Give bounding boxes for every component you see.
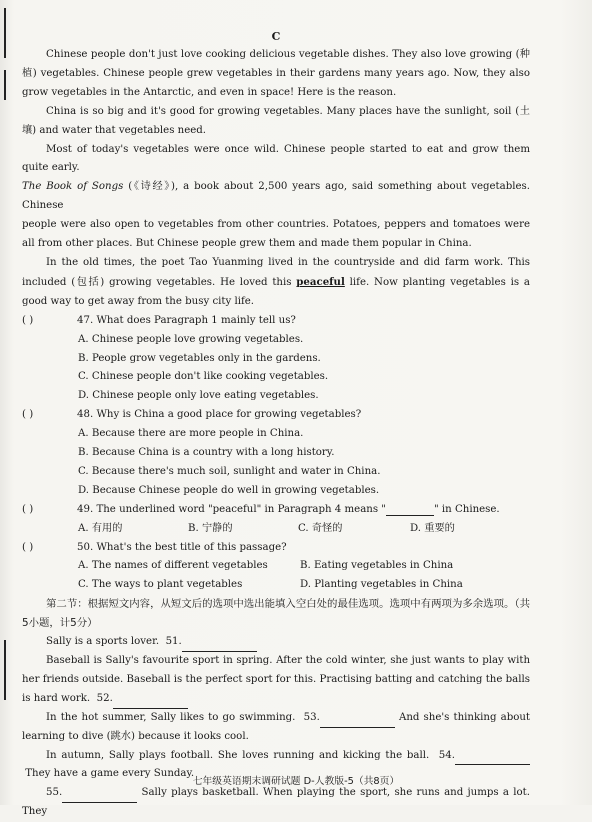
answer-blank-51[interactable]: [182, 637, 257, 652]
options-row: [22, 557, 530, 576]
section-2-heading: 第二节：根据短文内容，从短文后的选项中选出能填入空白处的最佳选项。选项中有两项为多余选项。（共5小题，计5分）: [22, 598, 530, 630]
option: B. Because China is a country with a long history.: [78, 447, 335, 459]
page-footer: 七年级英语期末调研试题 D-人教版-5（共8页）: [192, 776, 400, 787]
answer-blank-54[interactable]: [455, 750, 530, 765]
option: C. Chinese people don't like cooking vegetables.: [78, 371, 329, 383]
options-row: [22, 520, 530, 539]
option: B. Eating vegetables in China: [300, 560, 454, 572]
option: D. Because Chinese people do well in growing vegetables.: [78, 484, 380, 496]
section-title: C: [271, 30, 281, 43]
cloze-paragraph-5: 55. Sally plays basketball. When playing the sport, she runs and jumps a lot. They: [22, 787, 531, 818]
cloze-paragraph-3: In the hot summer, Sally likes to go swimming. 53. And she's thinking about learning to dive (跳水) because it looks cool.: [22, 711, 530, 742]
question-47: ( ) 47. What does Paragraph 1 mainly tell us?: [22, 312, 530, 331]
cloze-paragraph-4: In autumn, Sally plays football. She loves running and kicking the ball. 54. They have a game every Sunday.: [22, 747, 530, 785]
passage-paragraph-4: In the old times, the poet Tao Yuanming lived in the countryside and did farm work. This included (包括) growing vegetables. He loved this peaceful life. Now planting vegetables is a good way to get away from the busy city life.: [22, 256, 530, 307]
passage-paragraph-3-end: people were also open to vegetables from other countries. Potatoes, peppers and tomatoes were all from other places. But Chinese people grew them and made them popular in China.: [22, 219, 530, 250]
passage-paragraph-2: China is so big and it's good for growing vegetables. Many places have the sunlight, soil (土壤) and water that vegetables need.: [22, 105, 530, 136]
option: A. 有用的: [78, 522, 123, 534]
option: C. The ways to plant vegetables: [78, 579, 243, 591]
answer-paren[interactable]: ( ): [22, 409, 34, 421]
answer-blank-55[interactable]: [62, 788, 137, 803]
option: A. Because there are more people in China.: [78, 428, 304, 440]
option: B. People grow vegetables only in the gardens.: [78, 352, 321, 364]
exam-content: [22, 28, 530, 822]
answer-paren[interactable]: ( ): [22, 314, 34, 326]
margin-line: [4, 640, 6, 700]
question-48: ( ) 48. Why is China a good place for growing vegetables?: [22, 406, 530, 425]
answer-blank-52[interactable]: [113, 694, 188, 709]
option: C. Because there's much soil, sunlight and water in China.: [78, 465, 381, 477]
option: D. 重要的: [410, 522, 455, 534]
cloze-paragraph-2: Baseball is Sally's favourite sport in spring. After the cold winter, she just wants to play with her friends outside. Baseball is the perfect sport for this. Practising batting and catching the balls is hard work. 52.: [22, 652, 530, 709]
passage-paragraph-3-cont: [22, 178, 530, 216]
option: B. 宁静的: [188, 522, 233, 534]
option: D. Planting vegetables in China: [300, 579, 463, 591]
option: D. Chinese people only love eating vegetables.: [78, 390, 319, 402]
cloze-line-1: Sally is a sports lover. 51.: [22, 633, 530, 652]
question-49: ( ) 49. The underlined word "peaceful" in Paragraph 4 means " " in Chinese.: [22, 501, 530, 520]
margin-line: [4, 70, 6, 100]
answer-paren[interactable]: ( ): [22, 541, 34, 553]
option: C. 奇怪的: [298, 522, 343, 534]
option: A. Chinese people love growing vegetables.: [78, 333, 304, 345]
question-50: ( ) 50. What's the best title of this passage?: [22, 539, 530, 558]
option: A. The names of different vegetables: [78, 560, 268, 572]
answer-blank-53[interactable]: [320, 713, 395, 728]
passage-paragraph-3: Most of today's vegetables were once wild. Chinese people started to eat and grow them quite early.: [22, 143, 530, 174]
answer-paren[interactable]: ( ): [22, 503, 34, 515]
answer-blank[interactable]: [386, 501, 434, 516]
book-rest: (《诗经》), a book about 2,500 years ago, said something about vegetables. Chinese: [22, 181, 530, 212]
passage-paragraph-1: Chinese people don't just love cooking delicious vegetable dishes. They also love growing (种植) vegetables. Chinese people grew vegetables in their gardens many years ago. Now, they also grow vegetables in the Antarctic, and even in space! Here is the reason.: [22, 49, 530, 98]
margin-line: [4, 8, 6, 58]
book-title: The Book of Songs: [22, 181, 124, 193]
options-row: [22, 576, 530, 595]
underlined-word: peaceful: [296, 275, 345, 288]
